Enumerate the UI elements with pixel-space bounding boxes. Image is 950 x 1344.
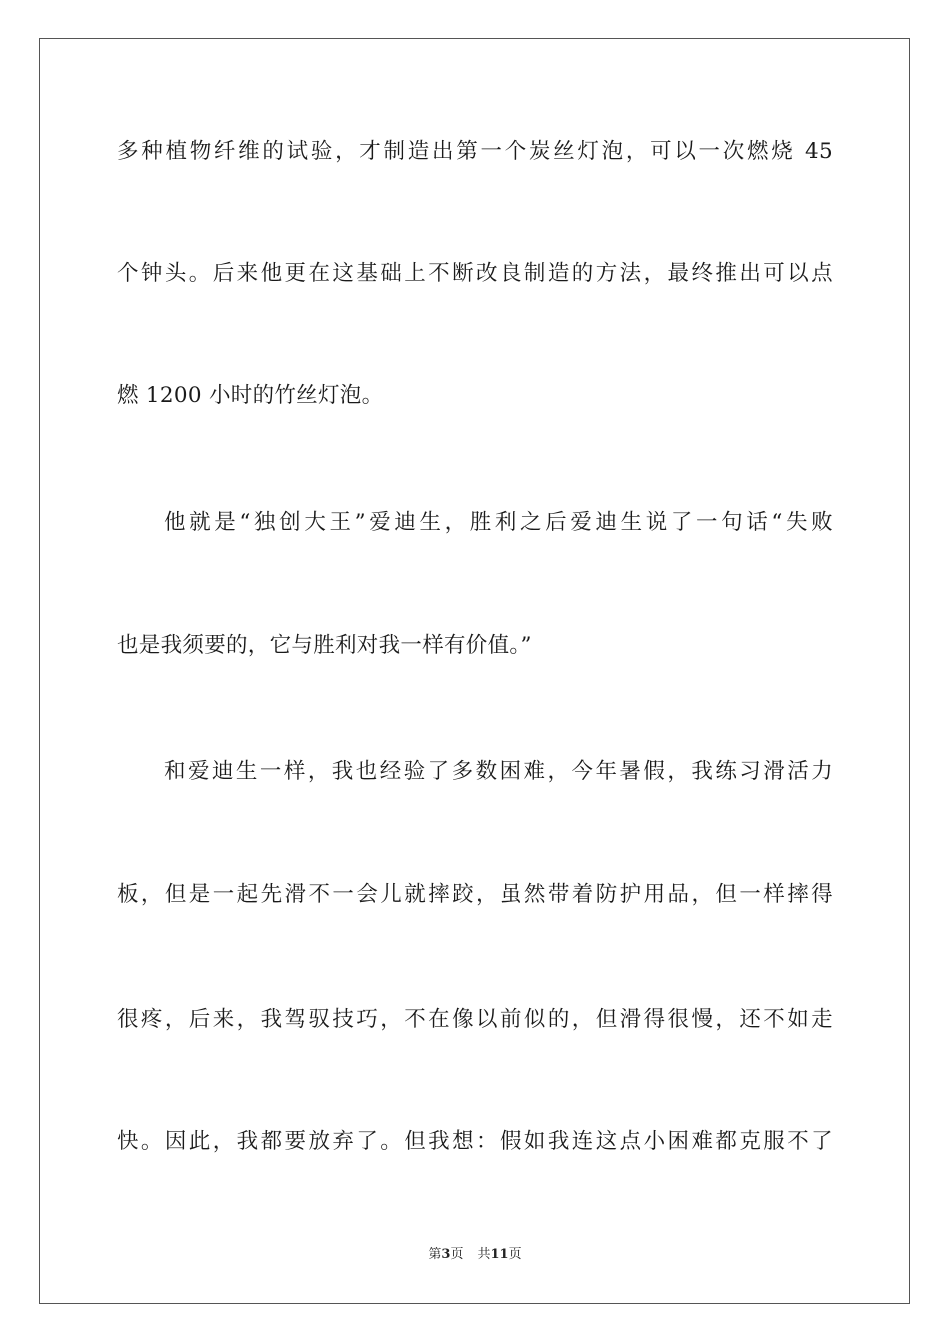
text-line: 快。因此，我都要放弃了。但我想：假如我连这点小困难都克服不了 (117, 1129, 833, 1154)
text-line: 燃 1200 小时的竹丝灯泡。 (117, 383, 384, 408)
total-pages: 11 (490, 1247, 509, 1262)
text-line: 板，但是一起先滑不一会儿就摔跤，虽然带着防护用品，但一样摔得 (117, 882, 833, 907)
paragraph-first-line: 他就是“独创大王”爱迪生，胜利之后爱迪生说了一句话“失败 (164, 510, 833, 535)
page-label-suffix: 页 (450, 1247, 464, 1262)
text-line: 个钟头。后来他更在这基础上不断改良制造的方法，最终推出可以点 (117, 261, 833, 286)
text-line: 很疼，后来，我驾驭技巧，不在像以前似的，但滑得很慢，还不如走 (117, 1007, 833, 1032)
page-label-prefix: 第 (428, 1247, 442, 1262)
page-number: 3 (441, 1247, 451, 1262)
total-label-prefix: 共 (477, 1247, 491, 1262)
total-label-suffix: 页 (508, 1247, 522, 1262)
paragraph-first-line: 和爱迪生一样，我也经验了多数困难，今年暑假，我练习滑活力 (164, 759, 833, 784)
page-footer (0, 1246, 950, 1264)
text-line: 多种植物纤维的试验，才制造出第一个炭丝灯泡，可以一次燃烧 45 (117, 139, 833, 164)
text-line: 也是我须要的，它与胜利对我一样有价值。” (117, 633, 532, 658)
page-border (39, 38, 910, 1304)
